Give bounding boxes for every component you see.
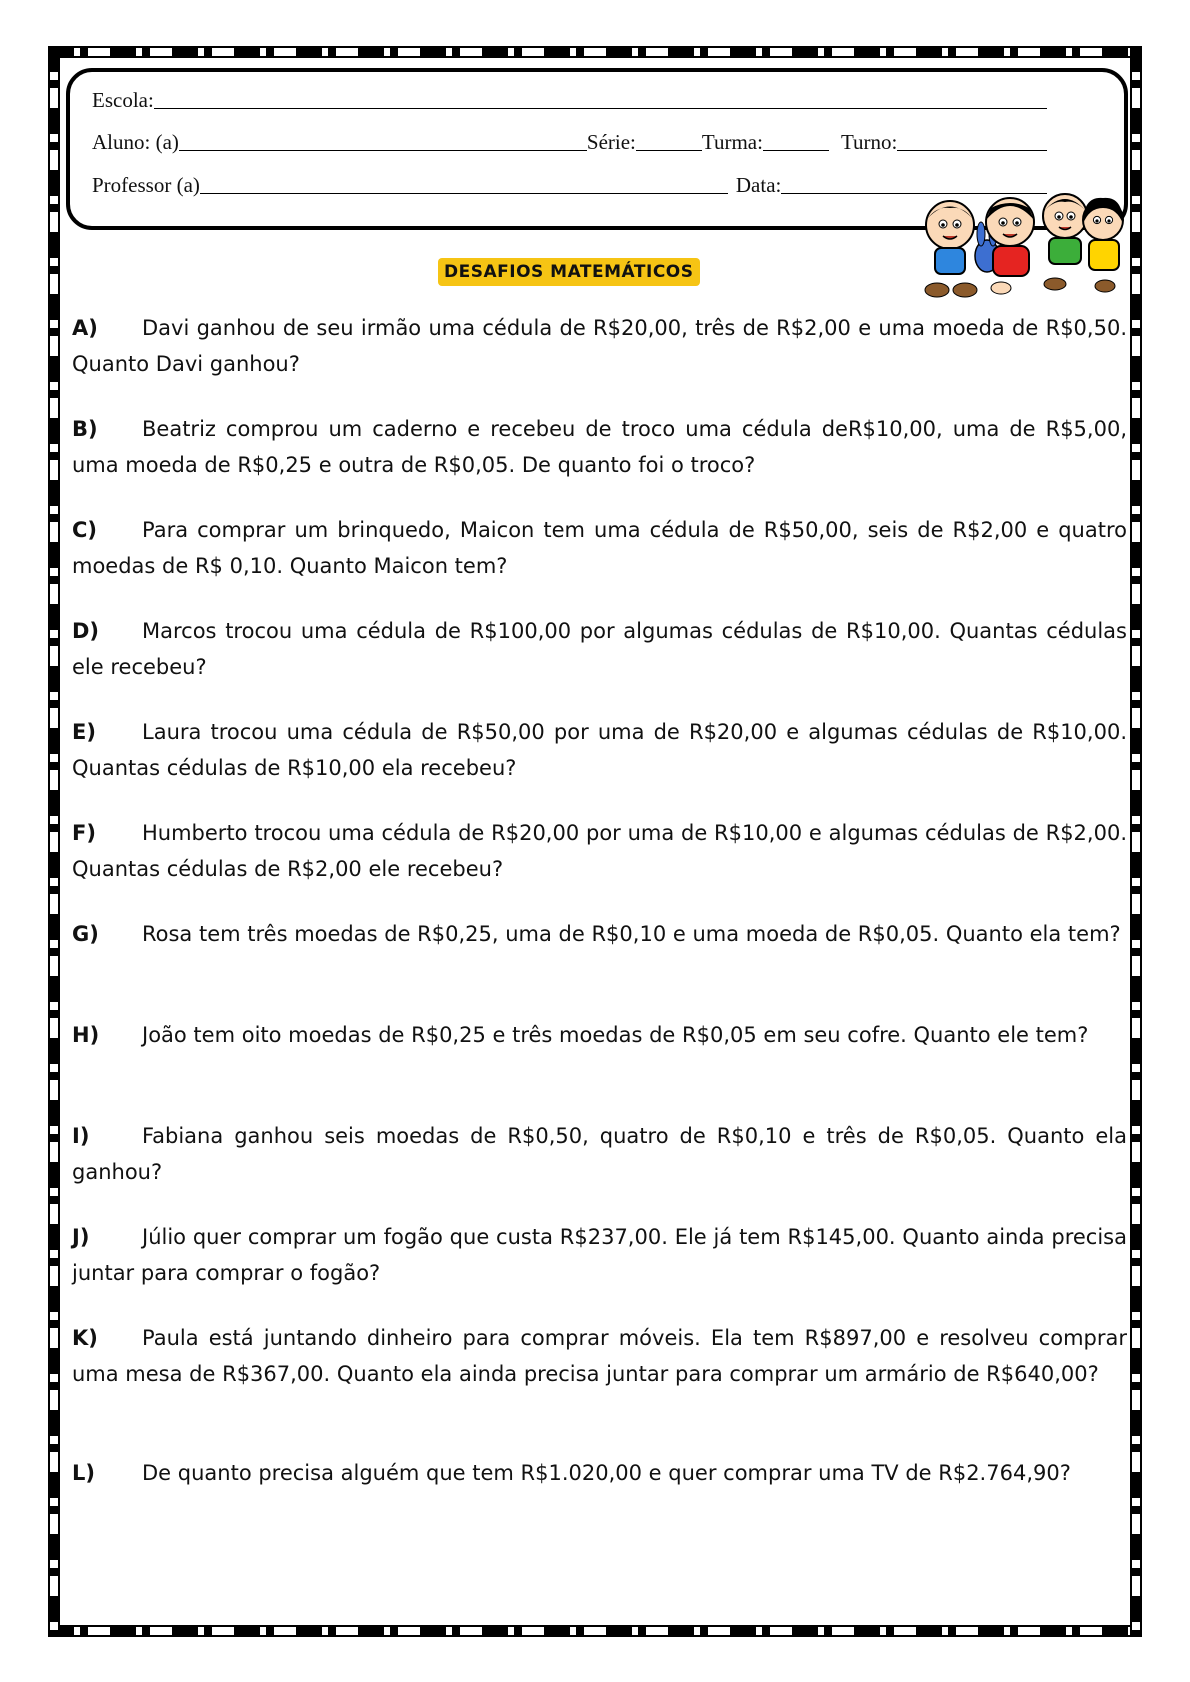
question-c: C) Para comprar um brinquedo, Maicon tem uma cédula de R$50,00, seis de R$2,00 e quatro moedas de R$ 0,10. Quanto Maicon tem? [72,518,1127,578]
shift-blank[interactable] [897,132,1047,151]
question-l: L) De quanto precisa alguém que tem R$1.020,00 e quer comprar uma TV de R$2.764,90? [72,1461,1071,1485]
question-f: F) Humberto trocou uma cédula de R$20,00 por uma de R$10,00 e algumas cédulas de R$2,00. Quantas cédulas de R$2,00 ele recebeu? [72,821,1127,881]
shift-label: Turno: [840,130,898,154]
page-border-top [48,46,1142,58]
teacher-row [92,173,1047,198]
question-a: A) Davi ganhou de seu irmão uma cédula de R$20,00, três de R$2,00 e uma moeda de R$0,50. Quanto Davi ganhou? [72,316,1127,376]
page-border-bottom [48,1625,1142,1637]
question-k: K) Paula está juntando dinheiro para comprar móveis. Ela tem R$897,00 e resolveu comprar uma mesa de R$367,00. Quanto ela ainda precisa juntar para comprar um armário de R$640,00? [72,1326,1127,1386]
page-title: DESAFIOS MATEMÁTICOS [438,258,700,286]
teacher-label: Professor (a) [92,173,200,197]
class-blank[interactable] [763,132,829,151]
teacher-blank[interactable] [200,175,728,194]
question-d: D) Marcos trocou uma cédula de R$100,00 por algumas cédulas de R$10,00. Quantas cédulas ele recebeu? [72,619,1127,679]
school-label: Escola: [92,88,154,112]
school-blank[interactable] [154,90,1047,109]
grade-blank[interactable] [636,132,702,151]
class-label: Turma: [701,130,763,154]
question-g: G) Rosa tem três moedas de R$0,25, uma de R$0,10 e uma moeda de R$0,05. Quanto ela tem? [72,922,1121,946]
question-b: B) Beatriz comprou um caderno e recebeu de troco uma cédula deR$10,00, uma de R$5,00, uma moeda de R$0,25 e outra de R$0,05. De quanto foi o troco? [72,417,1127,477]
school-row [92,88,1047,113]
date-label: Data: [735,173,782,197]
student-row [92,130,1047,155]
student-blank[interactable] [179,132,587,151]
page-border-right [1130,46,1142,1637]
question-h: H) João tem oito moedas de R$0,25 e três moedas de R$0,05 em seu cofre. Quanto ele tem? [72,1023,1089,1047]
cartoon-kids-illustration [915,190,1125,302]
question-j: J) Júlio quer comprar um fogão que custa R$237,00. Ele já tem R$145,00. Quanto ainda precisa juntar para comprar o fogão? [72,1225,1127,1285]
question-e: E) Laura trocou uma cédula de R$50,00 por uma de R$20,00 e algumas cédulas de R$10,00. Quantas cédulas de R$10,00 ela recebeu? [72,720,1127,780]
page-border-left [48,46,60,1637]
grade-label: Série: [586,130,636,154]
student-label: Aluno: (a) [92,130,179,154]
question-i: I) Fabiana ganhou seis moedas de R$0,50, quatro de R$0,10 e três de R$0,05. Quanto ela ganhou? [72,1124,1127,1184]
